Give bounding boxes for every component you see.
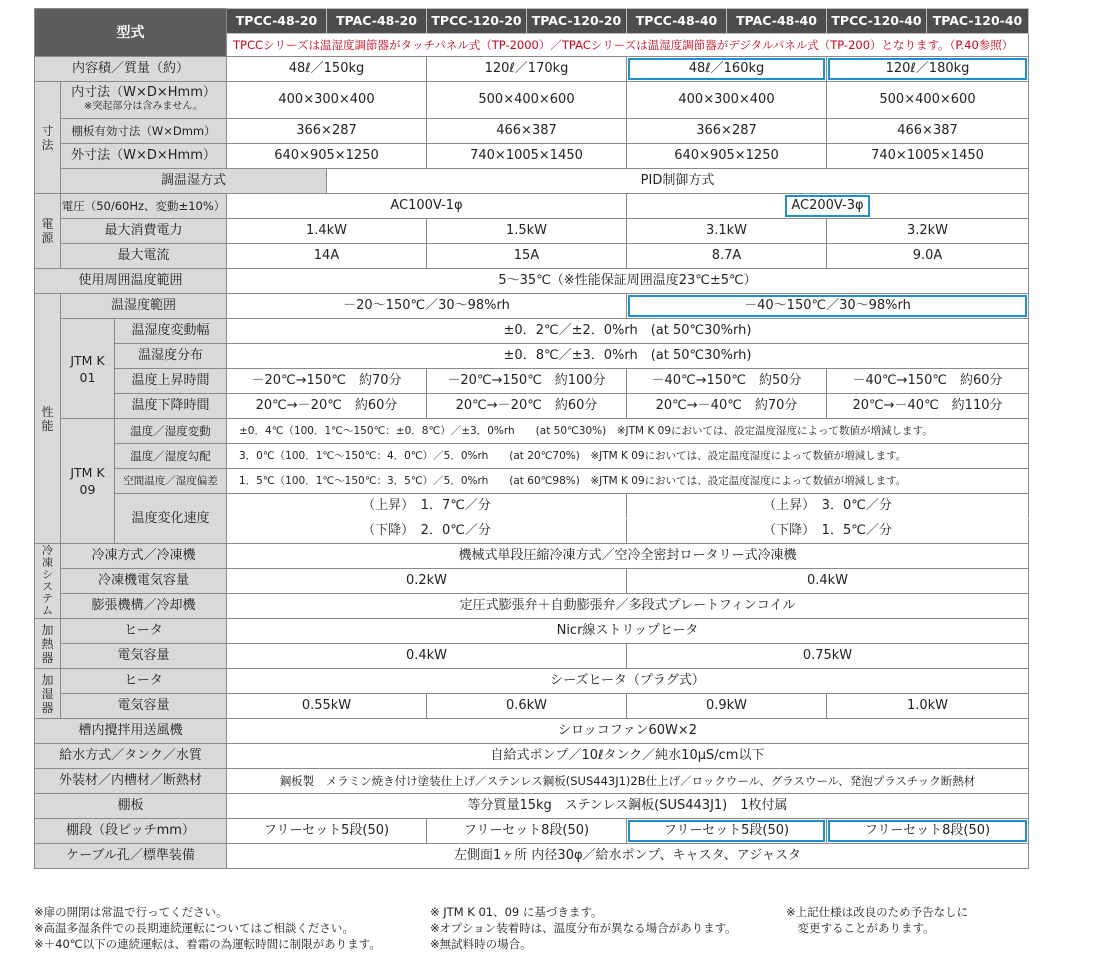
model-name: TPAC-48-20 — [327, 9, 427, 34]
group-heater: 加熱器 — [35, 619, 61, 669]
cell: （下降） 2．0℃／分 — [227, 519, 627, 544]
footnote: ※上記仕様は改良のため予告なしに — [786, 905, 969, 919]
row-label: 棚段（段ピッチmm） — [35, 819, 227, 844]
model-name: TPCC-120-20 — [427, 9, 527, 34]
footnotes-col3 — [786, 904, 968, 936]
row-label: 外装材／内槽材／断熱材 — [35, 769, 227, 794]
row-label: ケーブル孔／標準装備 — [35, 844, 227, 869]
row-label: 最大電流 — [61, 244, 227, 269]
cell: 740×1005×1450 — [827, 144, 1029, 169]
ref-method-row — [35, 544, 1029, 569]
cell: 400×300×400 — [627, 82, 827, 119]
cell: 自給式ポンプ／10ℓタンク／純水10μS/cm以下 — [227, 744, 1029, 769]
footnotes-col2 — [430, 904, 737, 952]
row-label: 空間温度／湿度偏差 — [115, 469, 227, 494]
k09-grad-row — [35, 444, 1029, 469]
cell — [627, 194, 1029, 219]
cell: 20℃→－20℃ 約60分 — [427, 394, 627, 419]
cell: 1.0kW — [827, 694, 1029, 719]
row-label: 膨張機構／冷却機 — [61, 594, 227, 619]
footnote: ※ JTM K 01、09 に基づきます。 — [430, 905, 603, 919]
cell: －40℃→150℃ 約60分 — [827, 369, 1029, 394]
row-label: 使用周囲温度範囲 — [35, 269, 227, 294]
control-row — [35, 169, 1029, 194]
footnote: 変更することがあります。 — [786, 921, 935, 935]
cell: 20℃→－40℃ 約110分 — [827, 394, 1029, 419]
footnote: ※オプション装着時は、温度分布が異なる場合があります。 — [430, 921, 737, 935]
row-label: ヒータ — [61, 669, 227, 694]
expansion-row — [35, 594, 1029, 619]
cell: ±0．4℃（100．1℃～150℃：±0．8℃）／±3．0%rh (at 50℃30%) ※JTM K 09においては、設定温度湿度によって数値が増減します。 — [227, 419, 1029, 444]
row-label: 最大消費電力 — [61, 219, 227, 244]
cell: シロッコファン60W×2 — [227, 719, 1029, 744]
cell: （下降） 1．5℃／分 — [627, 519, 1029, 544]
voltage-row — [35, 194, 1029, 219]
cell: 0.6kW — [427, 694, 627, 719]
footnote: ※＋40℃以下の連続運転は、着霜の為運転時間に制限があります。 — [34, 937, 381, 951]
model-name: TPCC-120-40 — [827, 9, 927, 34]
material-row — [35, 769, 1029, 794]
footnote: ※扉の開閉は常温で行ってください。 — [34, 905, 228, 919]
cell: 9.0A — [827, 244, 1029, 269]
row-label: 棚板有効寸法（W×Dmm） — [61, 119, 227, 144]
fall-row — [35, 394, 1029, 419]
row-label: 温度下降時間 — [115, 394, 227, 419]
cell: ±0．2℃／±2．0%rh (at 50℃30%rh) — [227, 319, 1029, 344]
cell: －20～150℃／30～98%rh — [227, 294, 627, 319]
row-label: 電気容量 — [61, 694, 227, 719]
row-label: 電圧（50/60Hz、変動±10%） — [61, 194, 227, 219]
cell: （上昇） 1．7℃／分 — [227, 494, 627, 519]
cell: 466×387 — [427, 119, 627, 144]
row-label — [61, 82, 227, 119]
cell: フリーセット8段(50) — [427, 819, 627, 844]
outer-row — [35, 144, 1029, 169]
cell: 0.4kW — [627, 569, 1029, 594]
row-label: 内容積／質量（約） — [35, 57, 227, 82]
highlighted-cell: フリーセット8段(50) — [827, 819, 1029, 844]
rise-row — [35, 369, 1029, 394]
spec-table — [34, 8, 1029, 869]
cell: 0.9kW — [627, 694, 827, 719]
group-refrigeration: 冷凍システム — [35, 544, 61, 619]
cell: フリーセット5段(50) — [227, 819, 427, 844]
row-label: 冷凍方式／冷凍機 — [61, 544, 227, 569]
cell: 0.4kW — [227, 644, 627, 669]
cell: 366×287 — [227, 119, 427, 144]
cell: 120ℓ／170kg — [427, 57, 627, 82]
ref-cap-row — [35, 569, 1029, 594]
row-label: 棚板 — [35, 794, 227, 819]
water-row — [35, 744, 1029, 769]
group-jtm-k01: JTM K 01 — [61, 319, 115, 419]
ambient-row — [35, 269, 1029, 294]
capacity-row — [35, 57, 1029, 82]
cell: 0.55kW — [227, 694, 427, 719]
cell: 3．0℃（100．1℃～150℃：4．0℃）／5．0%rh (at 20℃70%) ※JTM K 09においては、設定温度湿度によって数値が増減します。 — [227, 444, 1029, 469]
inner-label: 内寸法（W×D×Hmm） — [71, 85, 216, 100]
cell: 定圧式膨張弁＋自動膨張弁／多段式プレートフィンコイル — [227, 594, 1029, 619]
cell: 500×400×600 — [827, 82, 1029, 119]
cell: ±0．8℃／±3．0%rh (at 50℃30%rh) — [227, 344, 1029, 369]
cell: 鋼板製 メラミン焼き付け塗装仕上げ／ステンレス鋼板(SUS443J1)2B仕上げ／ロックウール、グラスウール、発泡プラスチック断熱材 — [227, 769, 1029, 794]
cable-row — [35, 844, 1029, 869]
row-label: 温度変化速度 — [115, 494, 227, 544]
range-row — [35, 294, 1029, 319]
cell: 20℃→－20℃ 約60分 — [227, 394, 427, 419]
series-note: TPCCシリーズは温湿度調節器がタッチパネル式（TP-2000）／TPACシリーズは温湿度調節器がデジタルパネル式（TP-200）となります。（P.40参照） — [227, 34, 1029, 57]
header-row — [35, 9, 1029, 34]
k09-fluct-row — [35, 419, 1029, 444]
model-label: 型式 — [35, 9, 227, 57]
footnotes-col1 — [34, 904, 381, 952]
cell: 15A — [427, 244, 627, 269]
cell: 48ℓ／150kg — [227, 57, 427, 82]
group-size: 寸法 — [35, 82, 61, 194]
group-performance: 性能 — [35, 294, 61, 544]
highlighted-cell: －40～150℃／30～98%rh — [627, 294, 1029, 319]
dist-row — [35, 344, 1029, 369]
cell: AC100V-1φ — [227, 194, 627, 219]
cell: 3.2kW — [827, 219, 1029, 244]
highlighted-value: AC200V-3φ — [785, 195, 869, 217]
cell: 機械式単段圧縮冷凍方式／空冷全密封ロータリー式冷凍機 — [227, 544, 1029, 569]
cell: 740×1005×1450 — [427, 144, 627, 169]
row-label: 調温湿方式 — [61, 169, 327, 194]
max-current-row — [35, 244, 1029, 269]
model-name: TPCC-48-20 — [227, 9, 327, 34]
cell: 左側面1ヶ所 内径30φ／給水ポンプ、キャスタ、アジャスタ — [227, 844, 1029, 869]
model-name: TPAC-48-40 — [727, 9, 827, 34]
cell: 8.7A — [627, 244, 827, 269]
footnote: ※高温多湿条件での長期連続運転についてはご相談ください。 — [34, 921, 354, 935]
model-name: TPAC-120-20 — [527, 9, 627, 34]
max-power-row — [35, 219, 1029, 244]
inner-row — [35, 82, 1029, 119]
row-label: 温湿度変動幅 — [115, 319, 227, 344]
fluct-row — [35, 319, 1029, 344]
group-power: 電源 — [35, 194, 61, 269]
group-humidifier: 加湿器 — [35, 669, 61, 719]
group-jtm-k09: JTM K 09 — [61, 419, 115, 544]
inner-sub-label: ※突起部分は含みません。 — [84, 101, 203, 112]
row-label: ヒータ — [61, 619, 227, 644]
cell: 466×387 — [827, 119, 1029, 144]
cell: 500×400×600 — [427, 82, 627, 119]
shelf-row — [35, 794, 1029, 819]
cell: 20℃→－40℃ 約70分 — [627, 394, 827, 419]
row-label: 温湿度範囲 — [61, 294, 227, 319]
cell: 1.5kW — [427, 219, 627, 244]
heater-row — [35, 619, 1029, 644]
row-label: 冷凍機電気容量 — [61, 569, 227, 594]
cell: 1.4kW — [227, 219, 427, 244]
cell: 14A — [227, 244, 427, 269]
shelf-pitch-row — [35, 819, 1029, 844]
highlighted-cell: 120ℓ／180kg — [827, 57, 1029, 82]
footnote: ※無試料時の場合。 — [430, 937, 532, 951]
cell: 等分質量15kg ステンレス鋼板(SUS443J1) 1枚付属 — [227, 794, 1029, 819]
cell: 640×905×1250 — [227, 144, 427, 169]
row-label: 温度／湿度勾配 — [115, 444, 227, 469]
row-label: 外寸法（W×D×Hmm） — [61, 144, 227, 169]
row-label: 温度／湿度変動 — [115, 419, 227, 444]
row-label: 温度上昇時間 — [115, 369, 227, 394]
k09-dev-row — [35, 469, 1029, 494]
cell: （上昇） 3．0℃／分 — [627, 494, 1029, 519]
cell: －20℃→150℃ 約100分 — [427, 369, 627, 394]
row-label: 給水方式／タンク／水質 — [35, 744, 227, 769]
row-label: 電気容量 — [61, 644, 227, 669]
cell: 3.1kW — [627, 219, 827, 244]
cell: 640×905×1250 — [627, 144, 827, 169]
row-label: 温湿度分布 — [115, 344, 227, 369]
cell: シーズヒータ（プラグ式） — [227, 669, 1029, 694]
cell: PID制御方式 — [327, 169, 1029, 194]
highlighted-cell: 48ℓ／160kg — [627, 57, 827, 82]
model-name: TPCC-48-40 — [627, 9, 727, 34]
shelf-eff-row — [35, 119, 1029, 144]
cell: 0.2kW — [227, 569, 627, 594]
humid-heater-row — [35, 669, 1029, 694]
fan-row — [35, 719, 1029, 744]
cell: Nicr線ストリップヒータ — [227, 619, 1029, 644]
cell: 400×300×400 — [227, 82, 427, 119]
cell: 366×287 — [627, 119, 827, 144]
cell: 1．5℃（100．1℃～150℃：3．5℃）／5．0%rh (at 60℃98%) ※JTM K 09においては、設定温度湿度によって数値が増減します。 — [227, 469, 1029, 494]
model-name: TPAC-120-40 — [927, 9, 1029, 34]
row-label: 槽内攪拌用送風機 — [35, 719, 227, 744]
heater-cap-row — [35, 644, 1029, 669]
humid-cap-row — [35, 694, 1029, 719]
highlighted-cell: フリーセット5段(50) — [627, 819, 827, 844]
cell: －20℃→150℃ 約70分 — [227, 369, 427, 394]
cell: 5～35℃（※性能保証周囲温度23℃±5℃） — [227, 269, 1029, 294]
cell: 0.75kW — [627, 644, 1029, 669]
speed-rise-row — [35, 494, 1029, 519]
cell: －40℃→150℃ 約50分 — [627, 369, 827, 394]
